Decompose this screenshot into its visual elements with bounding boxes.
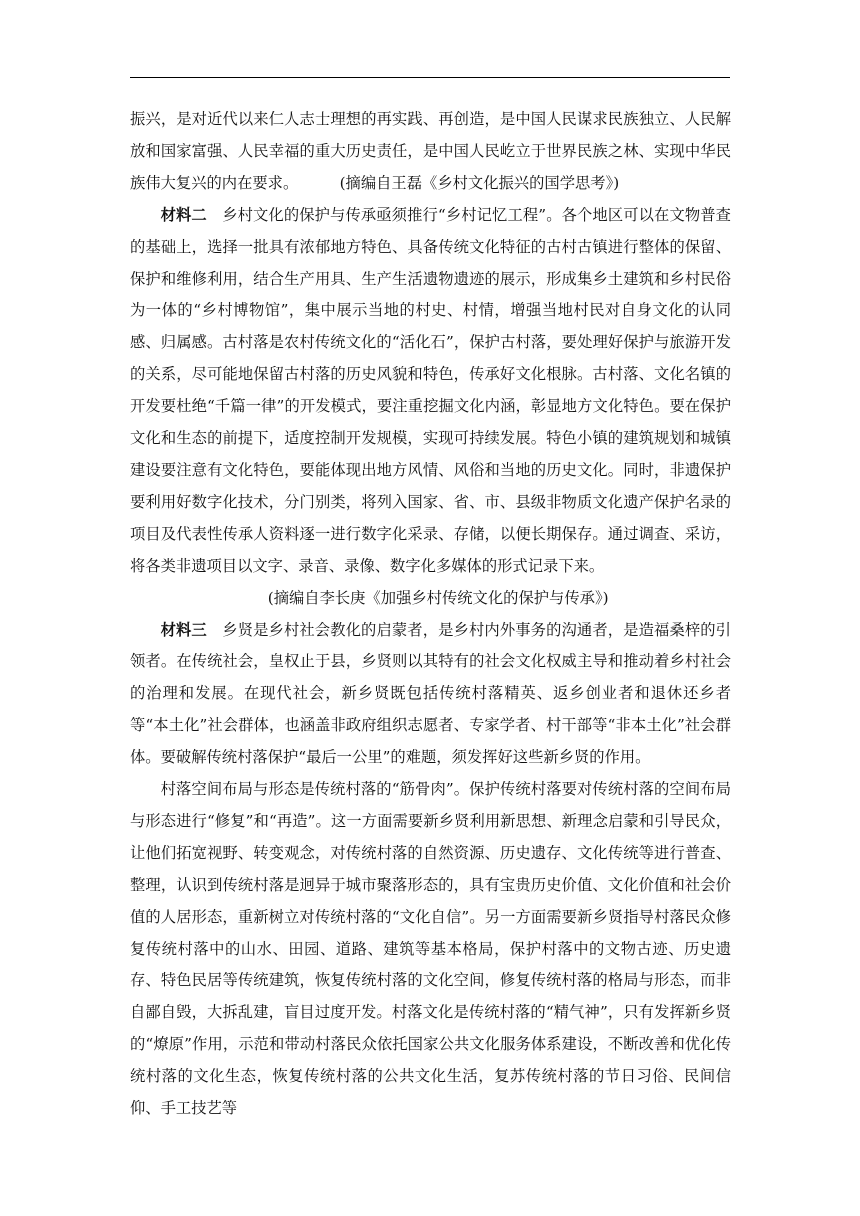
paragraph-continuation (130, 104, 731, 200)
source-citation: (摘编自李长庚《加强乡村传统文化的保护与传承》) (267, 588, 609, 607)
material-two-label: 材料二 (160, 205, 207, 224)
material-three-paragraph (130, 615, 731, 775)
material-two-text: 乡村文化的保护与传承亟须推行“乡村记忆工程”。各个地区可以在文物普查的基础上，选择一批具有浓郁地方特色、具备传统文化特征的古村古镇进行整体的保留、保护和维修利用，结合生产用具、生产生活遗物遗迹的展示，形成集乡土建筑和乡村民俗为一体的“乡村博物馆”，集中展示当地的村史、村情，增强当地村民对自身文化的认同感、归属感。古村落是农村传统文化的“活化石”，保护古村落，要处理好保护与旅游开发的关系，尽可能地保留古村落的历史风貌和特色，传承好文化根脉。古村落、文化名镇的开发要杜绝“千篇一律”的开发模式，要注重挖掘文化内涵，彰显地方文化特色。要在保护文化和生态的前提下，适度控制开发规模，实现可持续发展。特色小镇的建筑规划和城镇建设要注意有文化特色，要能体现出地方风情、风俗和当地的历史文化。同时，非遗保护要利用好数字化技术，分门别类，将列入国家、省、市、县级非物质文化遗产保护名录的项目及代表性传承人资料逐一进行数字化采录、存储，以便长期保存。通过调查、采访，将各类非遗项目以文字、录音、录像、数字化多媒体的形式记录下来。 (130, 205, 731, 575)
paragraph-text: 振兴，是对近代以来仁人志士理想的再实践、再创造，是中国人民谋求民族独立、人民解放和国家富强、人民幸福的重大历史责任，是中国人民屹立于世界民族之林、实现中华民族伟大复兴的内在要求。 (130, 110, 731, 192)
material-two-paragraph (130, 200, 731, 583)
source-citation: (摘编自王磊《乡村文化振兴的国学思考》) (339, 173, 620, 192)
paragraph: 村落空间布局与形态是传统村落的“筋骨肉”。保护传统村落要对传统村落的空间布局与形态进行“修复”和“再造”。这一方面需要新乡贤利用新思想、新理念启蒙和引导民众，让他们拓宽视野、转变观念，对传统村落的自然资源、历史遗存、文化传统等进行普查、整理，认识到传统村落是迥异于城市聚落形态的，具有宝贵历史价值、文化价值和社会价值的人居形态，重新树立对传统村落的“文化自信”。另一方面需要新乡贤指导村落民众修复传统村落中的山水、田园、道路、建筑等基本格局，保护村落中的文物古迹、历史遗存、特色民居等传统建筑，恢复传统村落的文化空间，修复传统村落的格局与形态，而非自鄙自毁，大拆乱建，盲目过度开发。村落文化是传统村落的“精气神”，只有发挥新乡贤的“燎原”作用，示范和带动村落民众依托国家公共文化服务体系建设，不断改善和优化传统村落的文化生态，恢复传统村落的公共文化生活，复苏传统村落的节日习俗、民间信仰、手工技艺等 (130, 780, 731, 1118)
material-three-label: 材料三 (160, 620, 207, 639)
material-three-text: 乡贤是乡村社会教化的启蒙者，是乡村内外事务的沟通者，是造福桑梓的引领者。在传统社会，皇权止于县，乡贤则以其特有的社会文化权威主导和推动着乡村社会的治理和发展。在现代社会，新乡贤既包括传统村落精英、返乡创业者和退休还乡者等“本土化”社会群体，也涵盖非政府组织志愿者、专家学者、村干部等“非本土化”社会群体。要破解传统村落保护“最后一公里”的难题，须发挥好这些新乡贤的作用。 (130, 620, 731, 767)
document-body (130, 104, 731, 1125)
header-rule (130, 77, 730, 78)
